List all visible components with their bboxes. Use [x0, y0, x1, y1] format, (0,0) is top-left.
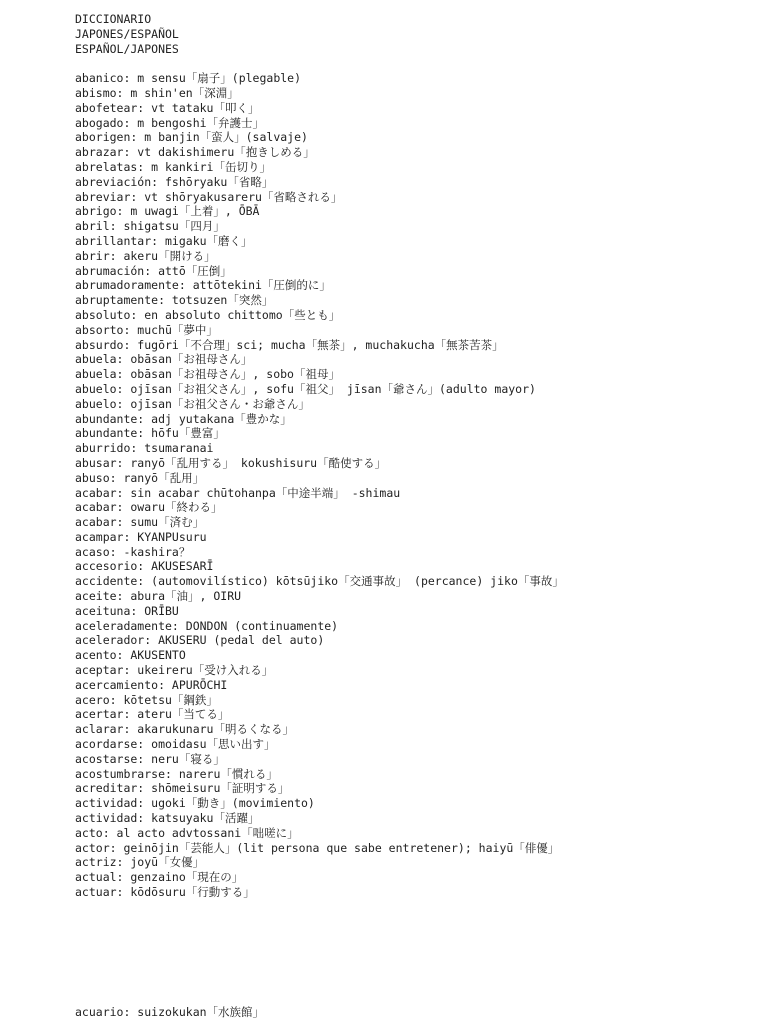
dictionary-entry: acercamiento: APURŌCHI: [75, 677, 228, 692]
dictionary-entry: aborigen: m banjin「蛮人」(salvaje): [75, 130, 308, 145]
dictionary-entry: acento: AKUSENTO: [75, 648, 186, 663]
dictionary-entry: aceite: abura「油」, OIRU: [75, 589, 242, 604]
dictionary-entry: acto: al acto advtossani「咄嗟に」: [75, 825, 299, 840]
dictionary-entry: acabar: sumu「済む」: [75, 515, 205, 530]
dictionary-entry: abundante: hōfu「豊富」: [75, 426, 225, 441]
dictionary-entry: accesorio: AKUSESARĪ: [75, 559, 214, 574]
dictionary-entry: abuelo: ojīsan「お祖父さん・お爺さん」: [75, 396, 310, 411]
dictionary-entry: actor: geinōjin「芸能人」(lit persona que sabe entretener); haiyū「俳優」: [75, 840, 560, 855]
title-line-3: ESPAÑOL/JAPONES: [75, 41, 179, 56]
dictionary-entry: abrumadoramente: attōtekini「圧倒的に」: [75, 278, 331, 293]
dictionary-entry: abrigo: m uwagi「上着」, ŌBĀ: [75, 204, 260, 219]
dictionary-entry: aceituna: ORĪBU: [75, 603, 179, 618]
dictionary-entry: abusar: ranyō「乱用する」 kokushisuru「酷使する」: [75, 455, 387, 470]
dictionary-entry: actividad: katsuyaku「活躍」: [75, 811, 260, 826]
dictionary-entry: absoluto: en absoluto chittomo「些とも」: [75, 307, 341, 322]
dictionary-entry: abanico: m sensu「扇子」(plegable): [75, 71, 302, 86]
dictionary-entry: acuario: suizokukan「水族館」: [75, 1005, 265, 1019]
dictionary-entry: accidente: (automovilístico) kōtsūjiko「交通事故」 (percance) jiko「事故」: [75, 574, 564, 589]
dictionary-entry: abrelatas: m kankiri「缶切り」: [75, 159, 271, 174]
dictionary-entry: abrumación: attō「圧倒」: [75, 263, 232, 278]
dictionary-entry: actual: genzaino「現在の」: [75, 870, 244, 885]
dictionary-entry: abreviación: fshōryaku「省略」: [75, 174, 274, 189]
entry-list: [75, 71, 755, 900]
dictionary-entry: absorto: muchū「夢中」: [75, 322, 218, 337]
dictionary-entry: actriz: joyū「女優」: [75, 855, 205, 870]
dictionary-entry: acelerador: AKUSERU (pedal del auto): [75, 633, 325, 648]
dictionary-entry: abreviar: vt shōryakusareru「省略される」: [75, 189, 343, 204]
dictionary-entry: acertar: ateru「当てる」: [75, 707, 230, 722]
next-page-entries: [75, 1005, 755, 1020]
dictionary-entry: acordarse: omoidasu「思い出す」: [75, 737, 276, 752]
title-line-2: JAPONES/ESPAÑOL: [75, 26, 179, 41]
dictionary-entry: abofetear: vt tataku「叩く」: [75, 100, 260, 115]
dictionary-entry: abrazar: vt dakishimeru「抱きしめる」: [75, 145, 315, 160]
dictionary-entry: abuela: obāsan「お祖母さん」: [75, 352, 253, 367]
dictionary-entry: abogado: m bengoshi「弁護士」: [75, 115, 265, 130]
dictionary-entry: abrillantar: migaku「磨く」: [75, 233, 253, 248]
dictionary-entry: actuar: kōdōsuru「行動する」: [75, 885, 255, 900]
dictionary-entry: acostarse: neru「寝る」: [75, 751, 225, 766]
dictionary-entry: abismo: m shin'en「深淵」: [75, 85, 239, 100]
dictionary-entry: acero: kōtetsu「鋼鉄」: [75, 692, 218, 707]
dictionary-entry: abundante: adj yutakana「豊かな」: [75, 411, 292, 426]
dictionary-entry: acostumbrarse: nareru「慣れる」: [75, 766, 278, 781]
dictionary-entry: abruptamente: totsuzen「突然」: [75, 293, 274, 308]
dictionary-entry: abuelo: ojīsan「お祖父さん」, sofu「祖父」 jīsan「爺さん」(adulto mayor): [75, 381, 536, 396]
dictionary-entry: actividad: ugoki「動き」(movimiento): [75, 796, 315, 811]
dictionary-entry: acampar: KYANPUsuru: [75, 529, 207, 544]
dictionary-entry: acabar: sin acabar chūtohanpa「中途半端」 -shimau: [75, 485, 401, 500]
dictionary-entry: aceptar: ukeireru「受け入れる」: [75, 663, 274, 678]
dictionary-entry: aburrido: tsumaranai: [75, 441, 214, 456]
title-line-1: DICCIONARIO: [75, 12, 152, 26]
dictionary-entry: abuso: ranyō「乱用」: [75, 470, 205, 485]
dictionary-entry: aclarar: akarukunaru「明るくなる」: [75, 722, 294, 737]
dictionary-entry: acabar: owaru「終わる」: [75, 500, 223, 515]
dictionary-entry: abrir: akeru「開ける」: [75, 248, 216, 263]
dictionary-entry: abuela: obāsan「お祖母さん」, sobo「祖母」: [75, 367, 340, 382]
dictionary-entry: acaso: -kashira？: [75, 544, 191, 559]
dictionary-entry: aceleradamente: DONDON (continuamente): [75, 618, 339, 633]
header-spacer: [75, 56, 755, 71]
dictionary-entry: acreditar: shōmeisuru「証明する」: [75, 781, 290, 796]
dictionary-entry: absurdo: fugōri「不合理」sci; mucha「無茶」, muchakucha「無茶苦茶」: [75, 337, 504, 352]
dictionary-entry: abril: shigatsu「四月」: [75, 219, 225, 234]
dictionary-page: [75, 12, 755, 900]
